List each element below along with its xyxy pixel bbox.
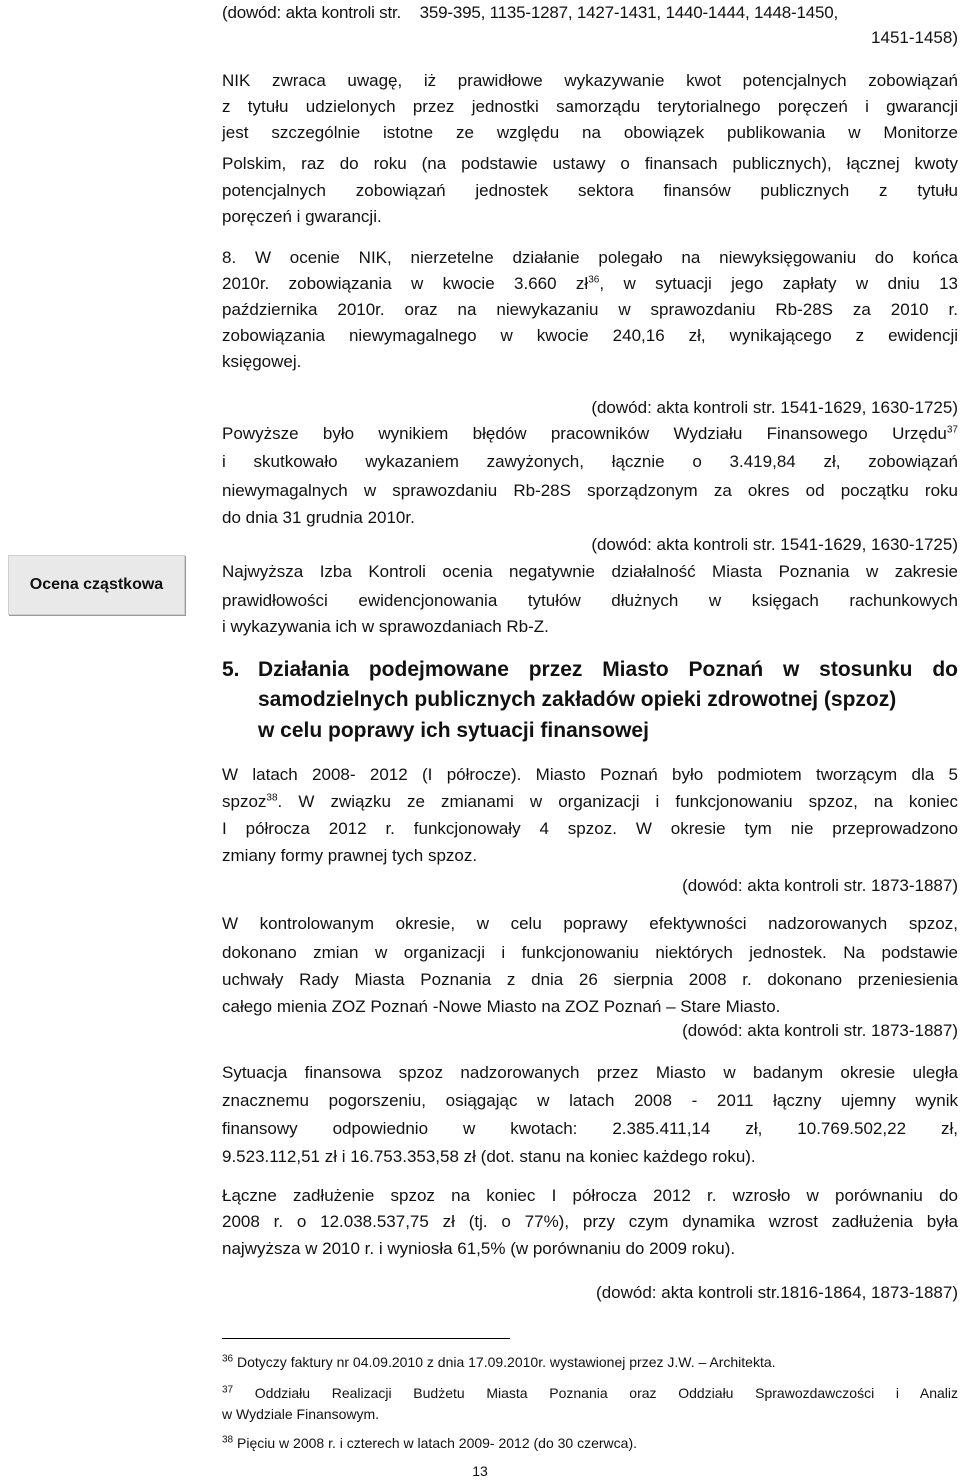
evidence-ref: (dowód: akta kontroli str. 1541-1629, 1630-1725) [591,535,958,554]
footnote-38: $^{38}$ Pięciu w 2008 r. i czterech w latach 2009- 2012 (do 30 czerwca). [222,1434,637,1451]
evidence-ref: (dowód: akta kontroli str. 1873-1887) [682,1021,958,1040]
years-line: W latach 2008- 2012 (I półrocze). Miasto Poznań było podmiotem tworzącym dla 5 [222,765,958,784]
evidence-ref: (dowód: akta kontroli str. 1541-1629, 1630-1725) [591,398,958,417]
footnote-37-cont: w Wydziale Finansowym. [222,1406,380,1422]
section-number: 5. [222,658,240,681]
errors-line: do dnia 31 grudnia 2010r. [222,508,415,527]
point8-line: października 2010r. oraz na niewykazaniu w sprawozdaniu Rb-28S za 2010 r. [222,300,958,319]
errors-line: Powyższe było wynikiem błędów pracowników Wydziału Finansowego Urzędu$^{37}$ [222,424,958,443]
situation-line: 9.523.112,51 zł i 16.753.353,58 zł (dot. stanu na koniec każdego roku). [222,1147,756,1166]
debt-line: najwyższa w 2010 r. i wyniosła 61,5% (w porównaniu do 2009 roku). [222,1239,736,1258]
assessment-line: i wykazywania ich w sprawozdaniach Rb-Z. [222,617,549,636]
page-number: 13 [472,1463,488,1479]
nik-para-line: poręczeń i gwarancji. [222,207,382,226]
section-heading: samodzielnych publicznych zakładów opieki zdrowotnej (spzoz) [258,688,897,711]
nik-para-line: potencjalnych zobowiązań jednostek sektora finansów publicznych z tytułu [222,181,958,200]
evidence-ref: (dowód: akta kontroli str. 1873-1887) [682,876,958,895]
control-line: W kontrolowanym okresie, w celu poprawy efektywności nadzorowanych spzoz, [222,914,958,933]
assessment-line: prawidłowości ewidencjonowania tytułów dłużnych w księgach rachunkowych [222,591,958,610]
side-label-partial-assessment: Ocena cząstkowa [8,555,185,615]
point8-line: 8. W ocenie NIK, nierzetelne działanie polegało na niewyksięgowaniu do końca [222,248,958,267]
evidence-top: (dowód: akta kontroli str. 359-395, 1135-1287, 1427-1431, 1440-1444, 1448-1450, [222,3,839,22]
errors-line: i skutkowało wykazaniem zawyżonych, łącznie o 3.419,84 zł, zobowiązań [222,452,958,471]
assessment-line: Najwyższa Izba Kontroli ocenia negatywnie działalność Miasta Poznania w zakresie [222,562,958,581]
nik-para-line: jest szczególnie istotne ze względu na obowiązek publikowania w Monitorze [222,123,958,142]
debt-line: Łączne zadłużenie spzoz na koniec I półrocza 2012 r. wzrosło w porównaniu do [222,1186,958,1205]
footnote-separator [222,1338,510,1339]
footnote-ref-36: 36 [588,274,600,286]
point8-line: księgowej. [222,352,302,371]
footnote-37: $^{37}$ Oddziału Realizacji Budżetu Miasta Poznania oraz Oddziału Sprawozdawczości i Analiz [222,1384,958,1401]
nik-para-line: Polskim, raz do roku (na podstawie ustawy o finansach publicznych), łącznej kwoty [222,154,958,173]
errors-line: niewymagalnych w sprawozdaniu Rb-28S sporządzonym za okres od początku roku [222,481,958,500]
control-line: całego mienia ZOZ Poznań -Nowe Miasto na ZOZ Poznań – Stare Miasto. [222,997,781,1016]
section-heading: Działania podejmowane przez Miasto Poznań w stosunku do [258,658,958,681]
footnote-36: $^{36}$ Dotyczy faktury nr 04.09.2010 z dnia 17.09.2010r. wystawionej przez J.W. – Architekta. [222,1353,776,1370]
situation-line: Sytuacja finansowa spzoz nadzorowanych przez Miasto w badanym okresie uległa [222,1063,958,1082]
situation-line: finansowy odpowiednio w kwotach: 2.385.411,14 zł, 10.769.502,22 zł, [222,1119,958,1138]
years-line: zmiany formy prawnej tych spzoz. [222,846,478,865]
nik-para-line: NIK zwraca uwagę, iż prawidłowe wykazywanie kwot potencjalnych zobowiązań [222,71,958,90]
footnote-ref-37: 37 [946,424,958,436]
situation-line: znacznemu pogorszeniu, osiągając w latach 2008 - 2011 łączny ujemny wynik [222,1091,958,1110]
control-line: uchwały Rady Miasta Poznania z dnia 26 sierpnia 2008 r. dokonano przeniesienia [222,970,958,989]
control-line: dokonano zmian w organizacji i funkcjonowaniu niektórych jednostek. Na podstawie [222,943,958,962]
point8-line: zobowiązania niewymagalnego w kwocie 240,16 zł, wynikającego z ewidencji [222,326,958,345]
point8-line: 2010r. zobowiązania w kwocie 3.660 $zł^{36}$, w sytuacji jego zapłaty w dniu 13 [222,274,958,293]
years-line: I półrocza 2012 r. funkcjonowały 4 spzoz. W okresie tym nie przeprowadzono [222,819,958,838]
nik-para-line: z tytułu udzielonych przez jednostki samorządu terytorialnego poręczeń i gwarancji [222,97,958,116]
footnote-ref-38: 38 [266,792,278,804]
years-line: spzoz$^{38}$. W związku ze zmianami w organizacji i funkcjonowaniu spzoz, na koniec [222,792,958,811]
debt-line: 2008 r. o 12.038.537,75 zł (tj. o 77%), przy czym dynamika wzrost zadłużenia była [222,1212,958,1231]
evidence-top-cont: 1451-1458) [871,28,958,47]
evidence-ref: (dowód: akta kontroli str.1816-1864, 1873-1887) [596,1283,958,1302]
section-heading: w celu poprawy ich sytuacji finansowej [258,719,649,742]
